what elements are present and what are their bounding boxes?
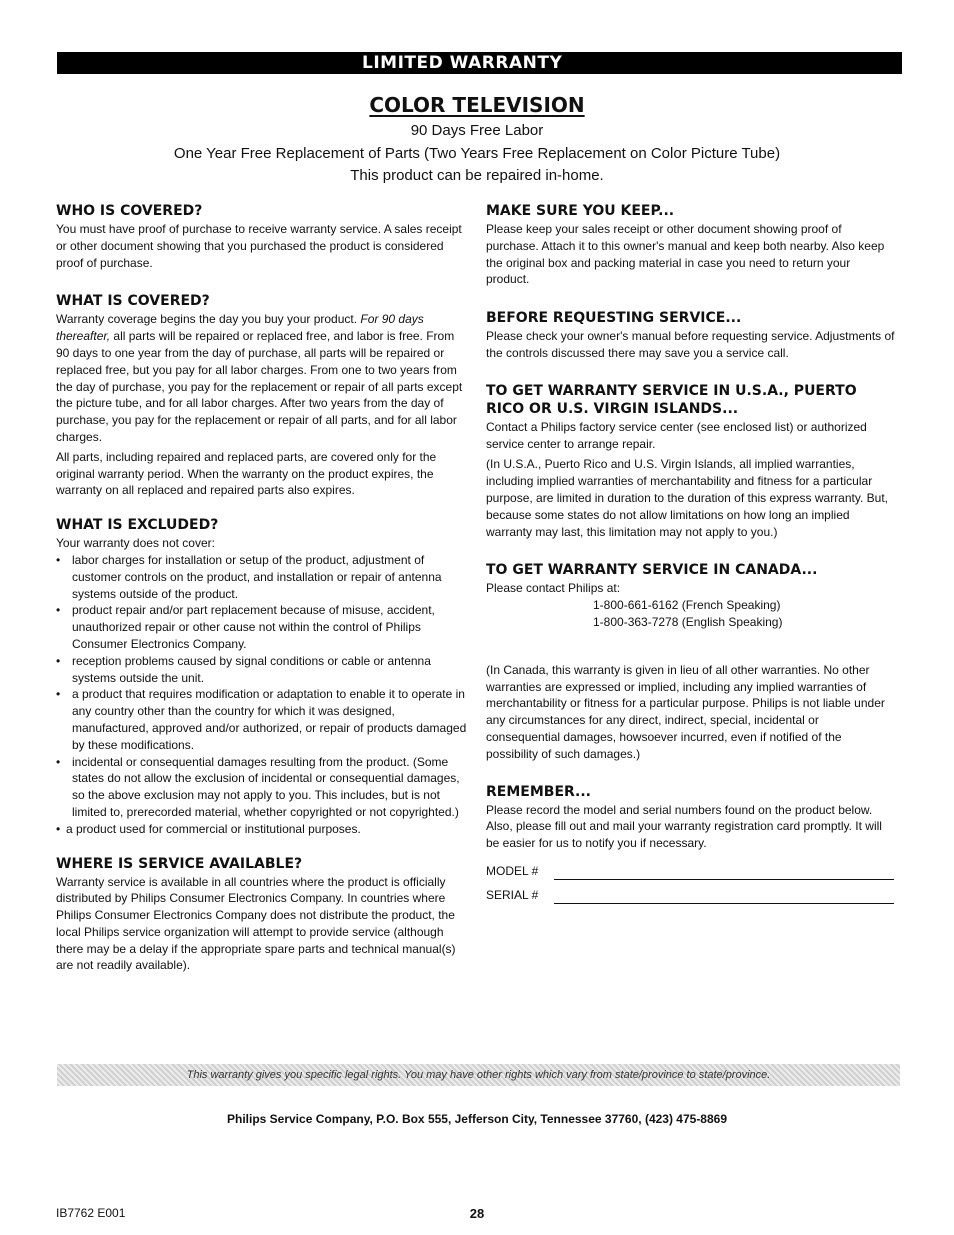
remember-text: Please record the model and serial numbers found on the product below. Also, please fill out and mail your warranty registration card promptly. It will be easier for us to notify you if necessary. bbox=[486, 802, 882, 851]
who-covered-text: You must have proof of purchase to receive warranty service. A sales receipt or other document showing that you purchased the product is considered proof of purchase. bbox=[56, 222, 462, 270]
model-number-line bbox=[554, 865, 894, 880]
usa-service-contact: Contact a Philips factory service center (see enclosed list) or authorized service center to arrange repair. bbox=[486, 419, 867, 451]
limited-warranty-banner: LIMITED WARRANTY bbox=[57, 52, 902, 74]
canada-service-heading: TO GET WARRANTY SERVICE IN CANADA... bbox=[486, 562, 818, 579]
what-covered-period-text: All parts, including repaired and replaced parts, are covered only for the original warranty period. When the warranty on the product expires, the warranty on all replaced and repaired parts also expires. bbox=[56, 449, 437, 498]
service-company-address: Philips Service Company, P.O. Box 555, Jefferson City, Tennessee 37760, (423) 475-8869 bbox=[226, 1112, 728, 1126]
canada-phone-english: 1-800-363-7278 (English Speaking) bbox=[593, 614, 783, 629]
serial-number-label: SERIAL # bbox=[486, 888, 539, 903]
remember-heading: REMEMBER... bbox=[486, 783, 591, 800]
what-covered-text: Warranty coverage begins the day you buy your product. For 90 days thereafter, all parts will be repaired or replaced free, and labor is free. From 90 days to one year from the day of purchase, all parts will be repaired or replaced free, but you pay for all labor charges. From one to two years from the day of purchase, you pay for the replacement or repair of all parts except the picture tube, and for all labor charges. After two years from the day of purchase, you pay for the replacement or repair of all parts, and for all labor charges. bbox=[56, 312, 463, 444]
before-requesting-text: Please check your owner's manual before requesting service. Adjustments of the controls discussed there may save you a service call. bbox=[486, 329, 895, 360]
usa-implied-warranty-text: (In U.S.A., Puerto Rico and U.S. Virgin Islands, all implied warranties, including implied warranties of merchantability and fitness for a particular purpose, are limited in duration to the duration of this express warranty. But, because some states do not allow limitations on how long an implied warranty may last, this limitation may not apply to you.) bbox=[486, 457, 888, 539]
canada-contact-intro: Please contact Philips at: bbox=[486, 581, 621, 596]
subtitle-parts: One Year Free Replacement of Parts (Two Years Free Replacement on Color Picture Tube) bbox=[173, 145, 781, 162]
make-sure-keep-heading: MAKE SURE YOU KEEP... bbox=[486, 203, 675, 219]
document-code: IB7762 E001 bbox=[56, 1206, 126, 1220]
list-item: • product repair and/or part replacement because of misuse, accident, unauthorized repair or other cause not within the control of Philips Consumer Electronics Company. bbox=[56, 602, 468, 652]
canada-phone-french: 1-800-661-6162 (French Speaking) bbox=[593, 598, 781, 613]
subtitle-labor: 90 Days Free Labor bbox=[410, 122, 544, 139]
right-column bbox=[486, 202, 896, 904]
left-column bbox=[56, 202, 468, 974]
what-excluded-intro: Your warranty does not cover: bbox=[56, 536, 215, 551]
before-requesting-heading: BEFORE REQUESTING SERVICE... bbox=[486, 310, 742, 327]
list-item: • a product used for commercial or institutional purposes. bbox=[56, 821, 468, 838]
where-service-heading: WHERE IS SERVICE AVAILABLE? bbox=[56, 855, 303, 872]
model-number-label: MODEL # bbox=[486, 864, 539, 879]
model-number-row bbox=[486, 856, 896, 880]
make-sure-keep-text: Please keep your sales receipt or other document showing proof of purchase. Attach it to this owner's manual and keep both nearby. Also keep the original box and packing material in case you need to return your product. bbox=[486, 222, 885, 287]
where-service-text: Warranty service is available in all countries where the product is officially distributed by Philips Consumer Electronics Company. In countries where Philips Consumer Electronics Company does not distribute the product, the local Philips service organization will attempt to provide service (although there may be a delay if the appropriate spare parts and technical manual(s) are not readily available). bbox=[56, 874, 456, 973]
serial-number-row bbox=[486, 880, 896, 904]
subtitle-in-home: This product can be repaired in-home. bbox=[350, 167, 604, 184]
list-item: • a product that requires modification or adaptation to enable it to operate in any country other than the country for which it was designed, manufactured, approved and/or authorized, or repair of products damaged by these modifications. bbox=[56, 686, 468, 753]
excluded-list bbox=[56, 552, 468, 838]
page-title: COLOR TELEVISION bbox=[369, 93, 585, 117]
list-item: • reception problems caused by signal conditions or cable or antenna systems outside the unit. bbox=[56, 653, 468, 687]
what-excluded-heading: WHAT IS EXCLUDED? bbox=[56, 517, 219, 534]
what-covered-heading: WHAT IS COVERED? bbox=[56, 293, 210, 310]
legal-rights-disclaimer: This warranty gives you specific legal rights. You may have other rights which vary from state/province to state/province. bbox=[57, 1064, 900, 1086]
canada-warranty-text: (In Canada, this warranty is given in lieu of all other warranties. No other warranties are expressed or implied, including any implied warranties of merchantability or fitness for a particular purpose. Philips is not liable under any circumstances for any direct, indirect, special, incidental or consequential damages, howsoever incurred, even if notified of the possibility of such damages.) bbox=[486, 662, 885, 761]
usa-service-heading: TO GET WARRANTY SERVICE IN U.S.A., PUERTO RICO OR U.S. VIRGIN ISLANDS... bbox=[486, 382, 857, 417]
list-item: • incidental or consequential damages resulting from the product. (Some states do not allow the exclusion of incidental or consequential damages, so the above exclusion may not apply to you. This includes, but is not limited to, prerecorded material, whether copyrighted or not copyrighted.) bbox=[56, 754, 468, 821]
serial-number-line bbox=[554, 889, 894, 904]
page-number: 28 bbox=[469, 1206, 485, 1221]
list-item: • labor charges for installation or setup of the product, adjustment of customer controls on the product, and installation or repair of antenna systems outside of the product. bbox=[56, 552, 468, 602]
who-covered-heading: WHO IS COVERED? bbox=[56, 203, 203, 219]
